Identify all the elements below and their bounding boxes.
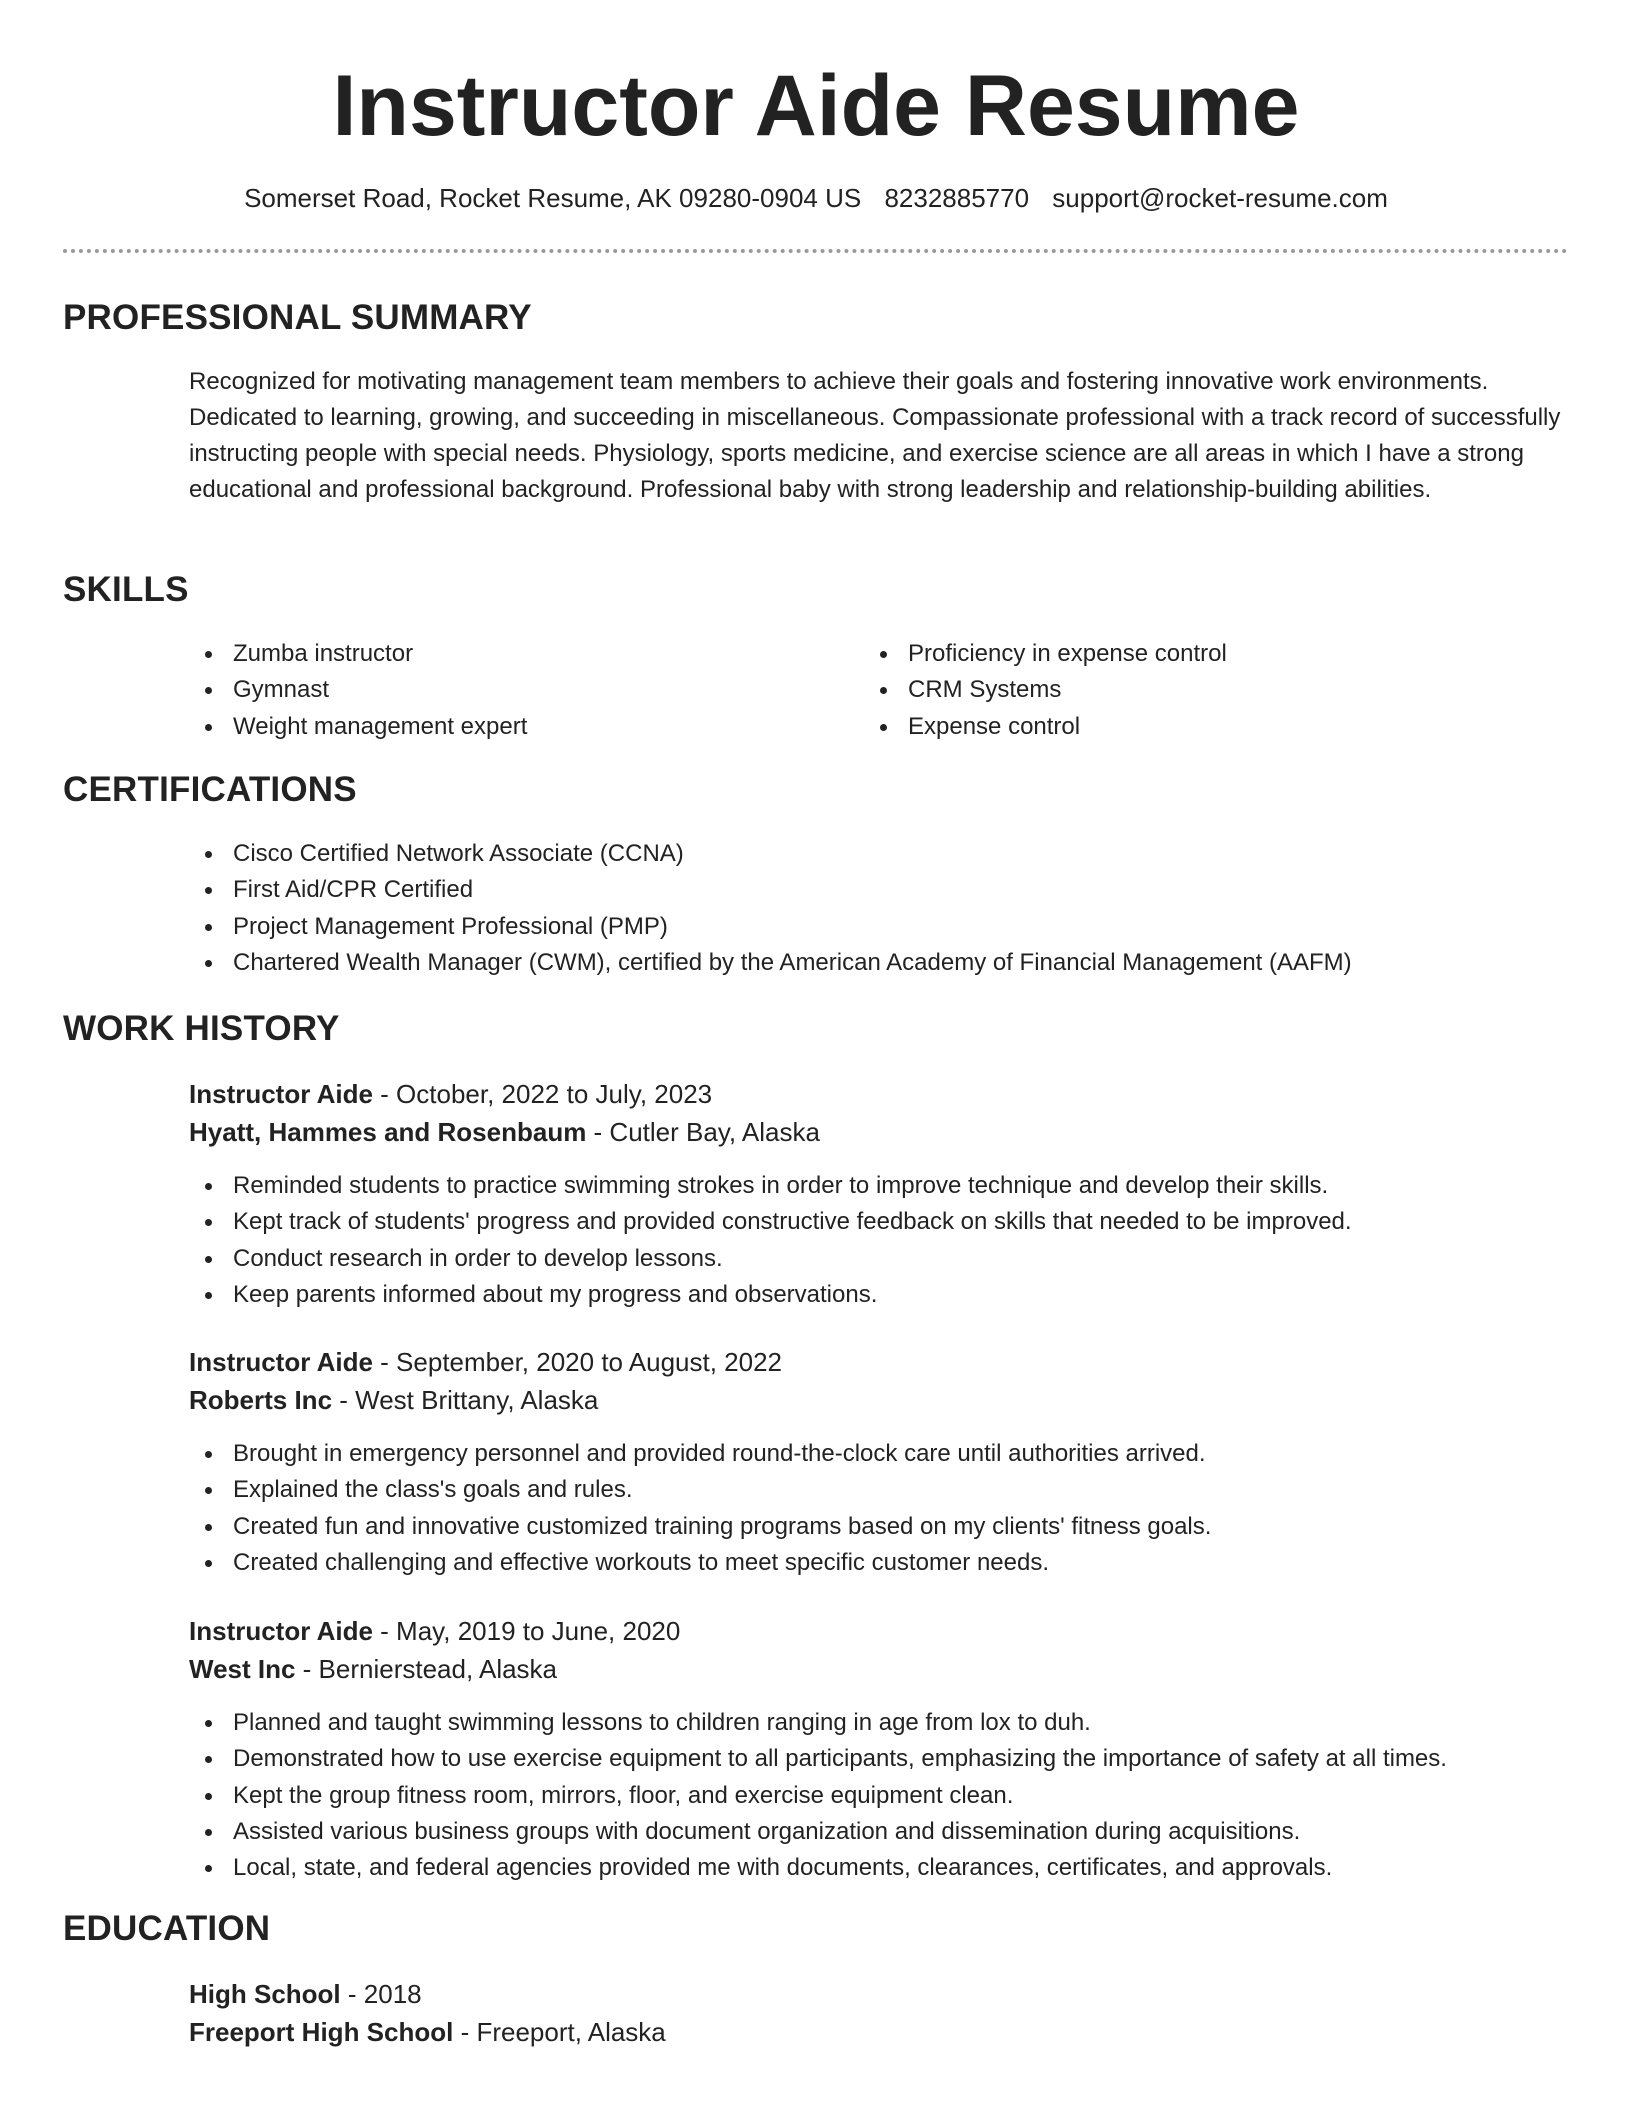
job-title: Instructor Aide: [189, 1347, 373, 1377]
job-entry: [189, 1343, 1569, 1419]
job-entry: [189, 1612, 1569, 1688]
job-title-line: [189, 1075, 1569, 1113]
job-company-line: [189, 1381, 1569, 1419]
list-item: Gymnast: [189, 672, 527, 708]
contact-email: support@rocket-resume.com: [1052, 183, 1388, 213]
job-location: - West Brittany, Alaska: [332, 1385, 599, 1415]
job-location: - Bernierstead, Alaska: [295, 1654, 558, 1684]
list-item: Keep parents informed about my progress and observations.: [189, 1277, 1352, 1313]
list-item: Proficiency in expense control: [864, 636, 1227, 672]
summary-heading: PROFESSIONAL SUMMARY: [63, 298, 532, 337]
certifications-heading: CERTIFICATIONS: [63, 770, 357, 809]
list-item: Expense control: [864, 709, 1227, 745]
list-item: Created fun and innovative customized training programs based on my clients' fitness goals.: [189, 1509, 1211, 1545]
contact-address: Somerset Road, Rocket Resume, AK 09280-0904 US: [244, 183, 862, 213]
education-location: - Freeport, Alaska: [453, 2017, 666, 2047]
education-year: - 2018: [340, 1979, 422, 2009]
list-item: Chartered Wealth Manager (CWM), certified by the American Academy of Financial Management (AAFM): [189, 945, 1352, 981]
education-degree: High School: [189, 1979, 341, 2009]
list-item: Local, state, and federal agencies provided me with documents, clearances, certificates, and approvals.: [189, 1850, 1447, 1886]
list-item: Assisted various business groups with document organization and dissemination during acquisitions.: [189, 1814, 1447, 1850]
list-item: Kept the group fitness room, mirrors, floor, and exercise equipment clean.: [189, 1778, 1447, 1814]
job-title: Instructor Aide: [189, 1079, 373, 1109]
job-dates: - September, 2020 to August, 2022: [372, 1347, 783, 1377]
job-company-line: [189, 1113, 1569, 1151]
list-item: Created challenging and effective workouts to meet specific customer needs.: [189, 1545, 1211, 1581]
skills-list-right: [864, 636, 1227, 745]
contact-line: [0, 180, 1632, 216]
skills-heading: SKILLS: [63, 570, 189, 609]
list-item: Zumba instructor: [189, 636, 527, 672]
list-item: Reminded students to practice swimming strokes in order to improve technique and develop their skills.: [189, 1168, 1352, 1204]
page-title: Instructor Aide Resume: [332, 58, 1300, 154]
job-company-line: [189, 1650, 1569, 1688]
list-item: CRM Systems: [864, 672, 1227, 708]
list-item: Project Management Professional (PMP): [189, 909, 1352, 945]
work-history-heading: WORK HISTORY: [63, 1009, 340, 1048]
job-dates: - May, 2019 to June, 2020: [372, 1616, 681, 1646]
education-school: Freeport High School: [189, 2017, 454, 2047]
contact-phone: 8232885770: [884, 183, 1030, 213]
list-item: Conduct research in order to develop lessons.: [189, 1241, 1352, 1277]
skills-list-left: [189, 636, 527, 745]
education-degree-line: [189, 1975, 1569, 2013]
job-company: Roberts Inc: [189, 1385, 333, 1415]
job-title: Instructor Aide: [189, 1616, 373, 1646]
list-item: Explained the class's goals and rules.: [189, 1472, 1211, 1508]
job-title-line: [189, 1343, 1569, 1381]
list-item: Brought in emergency personnel and provided round-the-clock care until authorities arrived.: [189, 1436, 1211, 1472]
summary-text: Recognized for motivating management team members to achieve their goals and fostering innovative work environments. Dedicated to learning, growing, and succeeding in miscellaneous. Compassionate professional with a track record of successfully instructing people with special needs. Physiology, sports medicine, and exercise science are all areas in which I have a strong educational and professional background. Professional baby with strong leadership and relationship-building abilities.: [189, 368, 1561, 503]
job-bullets: [189, 1705, 1447, 1886]
header-divider: [63, 249, 1568, 253]
list-item: First Aid/CPR Certified: [189, 872, 1352, 908]
certifications-list: [189, 836, 1352, 981]
list-item: Cisco Certified Network Associate (CCNA): [189, 836, 1352, 872]
job-location: - Cutler Bay, Alaska: [586, 1117, 820, 1147]
list-item: Weight management expert: [189, 709, 527, 745]
job-company: West Inc: [189, 1654, 296, 1684]
education-heading: EDUCATION: [63, 1909, 271, 1948]
education-school-line: [189, 2013, 1569, 2051]
list-item: Planned and taught swimming lessons to children ranging in age from lox to duh.: [189, 1705, 1447, 1741]
list-item: Kept track of students' progress and provided constructive feedback on skills that needed to be improved.: [189, 1204, 1352, 1240]
job-bullets: [189, 1436, 1211, 1581]
list-item: Demonstrated how to use exercise equipment to all participants, emphasizing the importance of safety at all times.: [189, 1741, 1447, 1777]
job-dates: - October, 2022 to July, 2023: [372, 1079, 713, 1109]
job-entry: [189, 1075, 1569, 1151]
education-entry: [189, 1975, 1569, 2051]
job-company: Hyatt, Hammes and Rosenbaum: [189, 1117, 587, 1147]
job-title-line: [189, 1612, 1569, 1650]
job-bullets: [189, 1168, 1352, 1313]
